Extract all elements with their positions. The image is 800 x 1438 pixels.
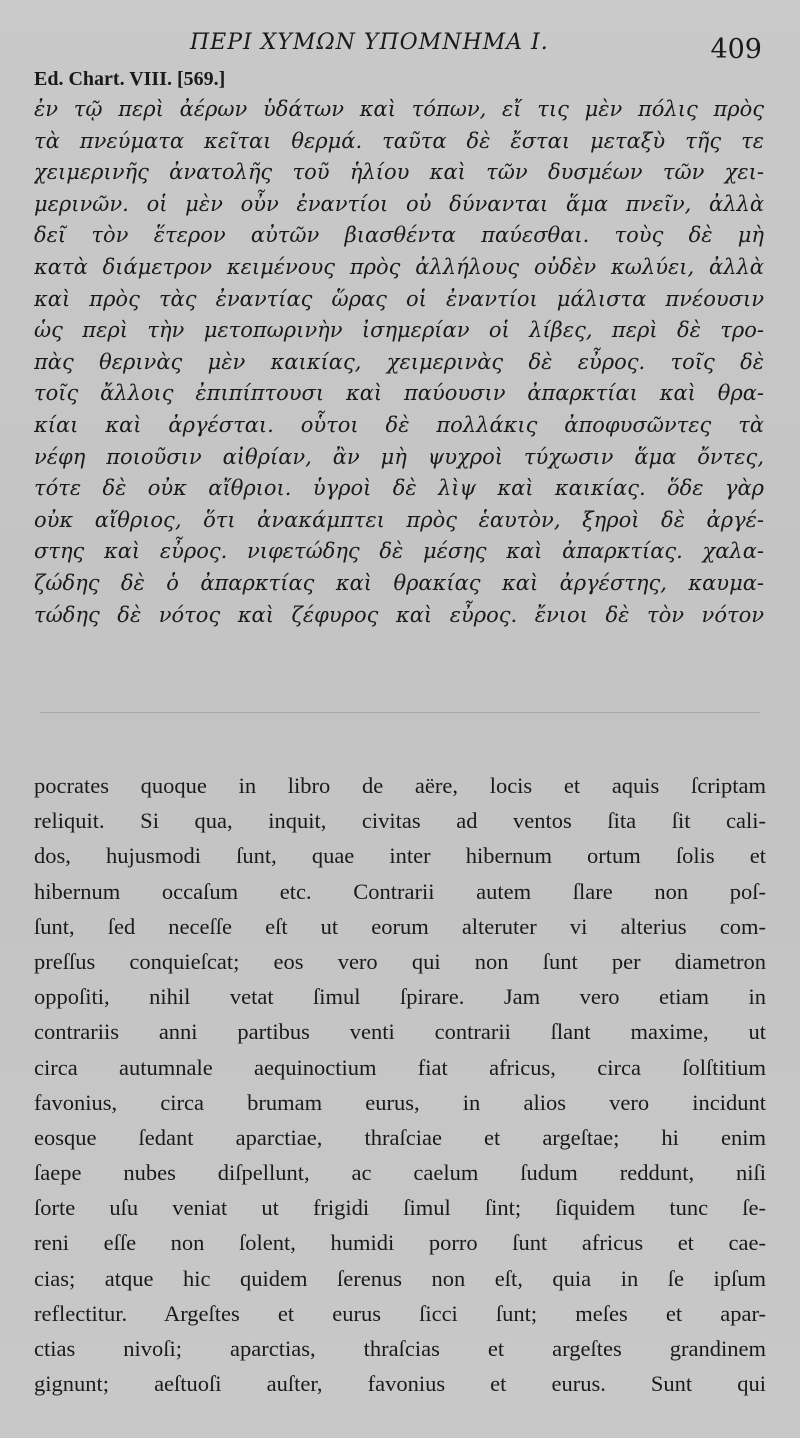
latin-text-line: pocrates quoque in libro de aëre, locis et aquis ſcriptam [34, 773, 766, 798]
column-divider [40, 712, 760, 713]
greek-text-line: νέφη ποιοῦσιν αἰθρίαν, ἂν μὴ ψυχροὶ τύχωσιν ἅμα ὄντες, [34, 444, 764, 469]
greek-text-line: τότε δὲ οὐκ αἴθριοι. ὑγροὶ δὲ λὶψ καὶ καικίας. ὅδε γὰρ [34, 476, 764, 501]
latin-text-line: ſorte uſu veniat ut frigidi ſimul ſint; ſiquidem tunc ſe- [34, 1195, 766, 1221]
latin-text-line: ſaepe nubes diſpellunt, ac caelum ſudum reddunt, niſi [34, 1160, 766, 1186]
latin-text-line: preſſus conquieſcat; eos vero qui non ſunt per diametron [34, 948, 766, 974]
latin-text-line: reliquit. Si qua, inquit, civitas ad ventos ſita ſit cali- [34, 808, 766, 834]
latin-text-line: gignunt; aeſtuoſi auſter, favonius et eurus. Sunt qui [34, 1371, 766, 1397]
latin-text-line: ſunt, ſed neceſſe eſt ut eorum alteruter vi alterius com- [34, 913, 766, 939]
latin-text-line: reflectitur. Argeſtes et eurus ſicci ſunt; meſes et apar- [34, 1300, 766, 1326]
greek-text-line: πὰς θερινὰς μὲν καικίας, χειμερινὰς δὲ εὖρος. τοῖς δὲ [34, 349, 764, 374]
greek-text-block [34, 94, 764, 631]
greek-text-line: χειμερινῆς ἀνατολῆς τοῦ ἡλίου καὶ τῶν δυσμέων τῶν χει- [34, 160, 764, 185]
greek-text-line: καὶ πρὸς τὰς ἐναντίας ὥρας οἱ ἐναντίοι μάλιστα πνέουσιν [34, 286, 764, 311]
latin-text-block [34, 768, 766, 1401]
latin-text-line: ctias nivoſi; aparctias, thraſcias et argeſtes grandinem [34, 1336, 766, 1361]
greek-text-line: κίαι καὶ ἀργέσται. οὗτοι δὲ πολλάκις ἀποφυσῶντες τὰ [34, 412, 764, 437]
greek-text-line: τοῖς ἄλλοις ἐπιπίπτουσι καὶ παύουσιν ἀπαρκτίαι καὶ θρα- [34, 381, 764, 406]
greek-text-line: οὐκ αἴθριος, ὅτι ἀνακάμπτει πρὸς ἑαυτὸν, ξηροὶ δὲ ἀργέ- [34, 507, 764, 532]
latin-text-line: favonius, circa brumam eurus, in alios vero incidunt [34, 1089, 766, 1115]
greek-text-line: ζώδης δὲ ὁ ἀπαρκτίας καὶ θρακίας καὶ ἀργέστης, καυμα- [34, 570, 764, 595]
latin-text-line: oppoſiti, nihil vetat ſimul ſpirare. Jam vero etiam in [34, 984, 766, 1010]
latin-text-line: dos, hujusmodi ſunt, quae inter hibernum ortum ſolis et [34, 843, 766, 869]
edition-reference: Ed. Chart. VIII. [569.] [34, 68, 226, 90]
greek-text-line: ἐν τῷ περὶ ἀέρων ὑδάτων καὶ τόπων, εἴ τις μὲν πόλις πρὸς [34, 97, 764, 121]
latin-text-line: hibernum occaſum etc. Contrarii autem ſlare non poſ- [34, 878, 766, 904]
latin-text-line: cias; atque hic quidem ſerenus non eſt, quia in ſe ipſum [34, 1265, 766, 1291]
greek-text-line: μερινῶν. οἱ μὲν οὖν ἐναντίοι οὐ δύνανται ἅμα πνεῖν, ἀλλὰ [34, 191, 764, 216]
greek-text-line: ὡς περὶ τὴν μετοπωρινὴν ἰσημερίαν οἱ λίβες, περὶ δὲ τρο- [34, 318, 764, 343]
greek-text-line: στης καὶ εὖρος. νιφετώδης δὲ μέσης καὶ ἀπαρκτίας. χαλα- [34, 539, 764, 564]
greek-text-line: τώδης δὲ νότος καὶ ζέφυρος καὶ εὖρος. ἔνιοι δὲ τὸν νότον [34, 602, 764, 627]
latin-text-line: contrariis anni partibus venti contrarii ſlant maxime, ut [34, 1019, 766, 1045]
greek-text-line: τὰ πνεύματα κεῖται θερμά. ταῦτα δὲ ἔσται μεταξὺ τῆς τε [34, 128, 764, 153]
greek-text-line: δεῖ τὸν ἕτερον αὐτῶν βιασθέντα παύεσθαι. τοὺς δὲ μὴ [34, 223, 764, 248]
greek-text-line: κατὰ διάμετρον κειμένους πρὸς ἀλλήλους οὐδὲν κωλύει, ἀλλὰ [34, 254, 764, 279]
latin-text-line: reni eſſe non ſolent, humidi porro ſunt africus et cae- [34, 1230, 766, 1256]
latin-text-line: circa autumnale aequinoctium fiat africus, circa ſolſtitium [34, 1054, 766, 1080]
running-head: ΠΕΡΙ ΧΥΜΩΝ ΥΠΟΜΝΗΜΑ Ι. [190, 30, 549, 55]
latin-text-line: eosque ſedant aparctiae, thraſciae et argeſtae; hi enim [34, 1124, 766, 1150]
page-number: 409 [710, 34, 762, 65]
